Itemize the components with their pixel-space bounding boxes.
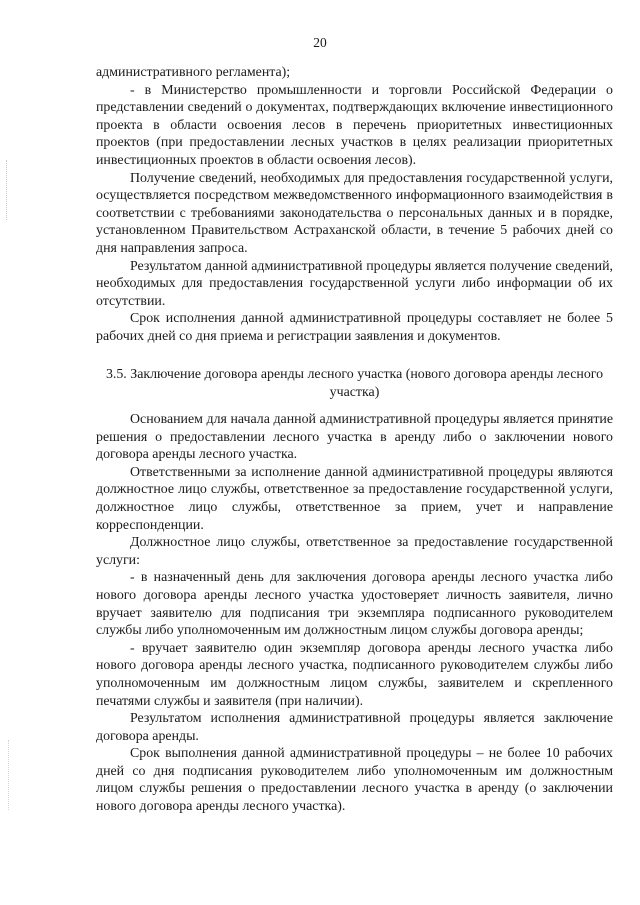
paragraph: - в Министерство промышленности и торговли Российской Федерации о представлении сведений о документах, подтверждающих включение инвестиционного проекта в области освоения лесов в перечень приоритетных инвестиционных проектов (при предоставлении лесных участков в целях реализации приоритетных инвестиционных проектов в области освоения лесов).	[96, 82, 613, 168]
text-block-bottom	[96, 411, 613, 816]
scan-margin-artifact	[6, 160, 21, 220]
paragraph: - вручает заявителю один экземпляр договора аренды лесного участка либо нового договора аренды лесного участка, подписанного руководителем службы либо уполномоченным им должностным лицом службы, заявителем и скрепленного печатями службы и заявителя (при наличии).	[96, 640, 613, 709]
paragraph: Срок выполнения данной административной процедуры – не более 10 рабочих дней со дня подписания руководителем либо уполномоченным им должностным лицом службы решения о предоставлении лесного участка в аренду (о заключении нового договора аренды лесного участка).	[96, 746, 613, 815]
paragraph: Основанием для начала данной административной процедуры является принятие решения о предоставлении лесного участка в аренду либо о заключении нового договора аренды лесного участка.	[96, 412, 613, 463]
paragraph: Должностное лицо службы, ответственное за предоставление государственной услуги:	[96, 535, 613, 568]
page-number: 20	[313, 35, 327, 50]
paragraph: Ответственными за исполнение данной административной процедуры являются должностное лицо службы, ответственное за предоставление государственной услуги, должностное лицо службы, ответственное за прием, учет и направление корреспонденции.	[96, 464, 613, 533]
text-block-top	[96, 64, 613, 346]
paragraph: - в назначенный день для заключения договора аренды лесного участка либо нового договора аренды лесного участка удостоверяет личность заявителя, лично вручает заявителю для подписания три экземпляра подписанного руководителем службы либо уполномоченным им должностным лицом службы договора аренды;	[96, 570, 613, 639]
paragraph: административного регламента);	[96, 65, 291, 80]
scan-margin-artifact	[8, 740, 19, 810]
paragraph: Получение сведений, необходимых для предоставления государственной услуги, осуществляется посредством межведомственного информационного взаимодействия в соответствии с требованиями законодательства о персональных данных и в порядке, установленном Правительством Астраханской области, в течение 5 рабочих дней со дня направления запроса.	[96, 170, 613, 256]
paragraph: Результатом исполнения административной процедуры является заключение договора аренды.	[96, 711, 613, 744]
paragraph: Результатом данной административной процедуры является получение сведений, необходимых для предоставления государственной услуги либо информации об их отсутствии.	[96, 258, 613, 309]
section-heading: 3.5. Заключение договора аренды лесного участка (нового договора аренды лесного участка)	[105, 367, 604, 400]
paragraph: Срок исполнения данной административной процедуры составляет не более 5 рабочих дней со дня приема и регистрации заявления и документов.	[96, 311, 613, 344]
